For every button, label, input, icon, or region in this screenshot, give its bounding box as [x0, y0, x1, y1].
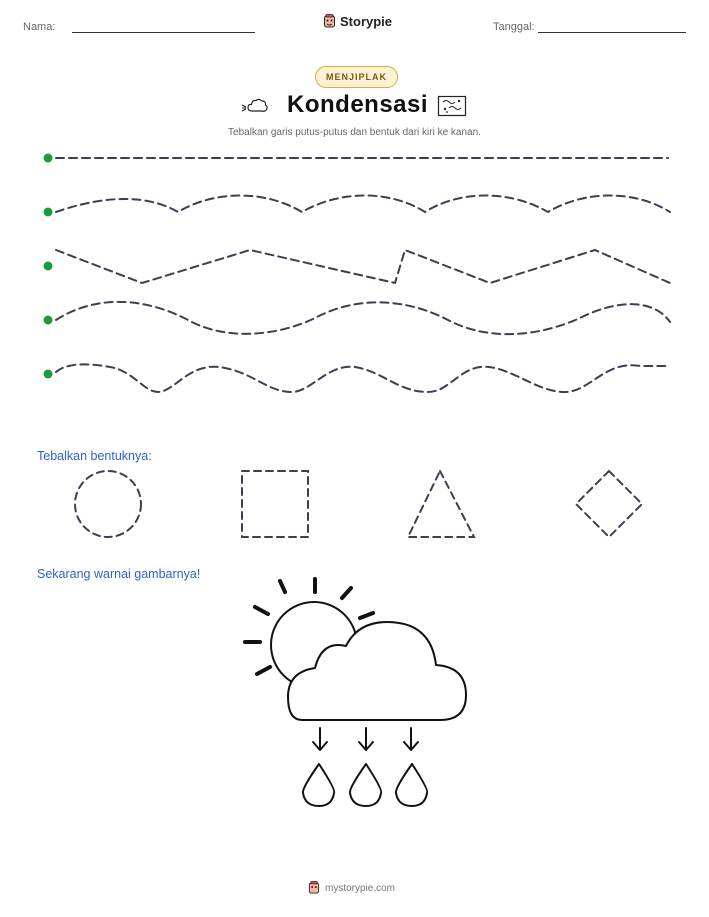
triangle-icon	[408, 471, 474, 537]
footer	[308, 881, 395, 895]
diamond-icon	[576, 471, 642, 537]
brand	[323, 14, 392, 29]
storypie-logo-icon	[323, 14, 336, 29]
start-dot	[44, 154, 53, 163]
activity-badge: MENJIPLAK	[315, 66, 398, 88]
start-dot	[44, 208, 53, 217]
brand-name: Storypie	[340, 14, 393, 29]
trace-line-wave-1	[56, 196, 670, 213]
square-icon	[242, 471, 308, 537]
circle-icon	[75, 471, 141, 537]
steam-puff-icon	[240, 95, 272, 117]
start-dot	[44, 316, 53, 325]
worksheet-title: Kondensasi	[287, 91, 429, 118]
trace-line-zigzag	[56, 250, 670, 283]
date-field[interactable]	[538, 32, 686, 33]
shape-tracing-row[interactable]	[0, 462, 709, 548]
start-dot	[44, 370, 53, 379]
window-condensation-icon	[437, 95, 467, 117]
date-label: Tanggal:	[493, 21, 535, 33]
trace-line-wave-2	[56, 302, 670, 334]
start-dot	[44, 262, 53, 271]
shapes-heading: Tebalkan bentuknya:	[37, 449, 152, 463]
sun-cloud-rain-icon[interactable]	[235, 570, 475, 815]
trace-line-wave-3	[56, 364, 668, 392]
name-field[interactable]	[72, 32, 255, 33]
footer-site[interactable]: mystorypie.com	[325, 882, 396, 894]
coloring-heading: Sekarang warnai gambarnya!	[37, 567, 201, 581]
instruction-text: Tebalkan garis putus-putus dan bentuk dari kiri ke kanan.	[228, 127, 481, 138]
tracing-lines[interactable]	[0, 140, 709, 400]
storypie-logo-icon	[308, 881, 320, 895]
name-label: Nama:	[23, 21, 56, 33]
